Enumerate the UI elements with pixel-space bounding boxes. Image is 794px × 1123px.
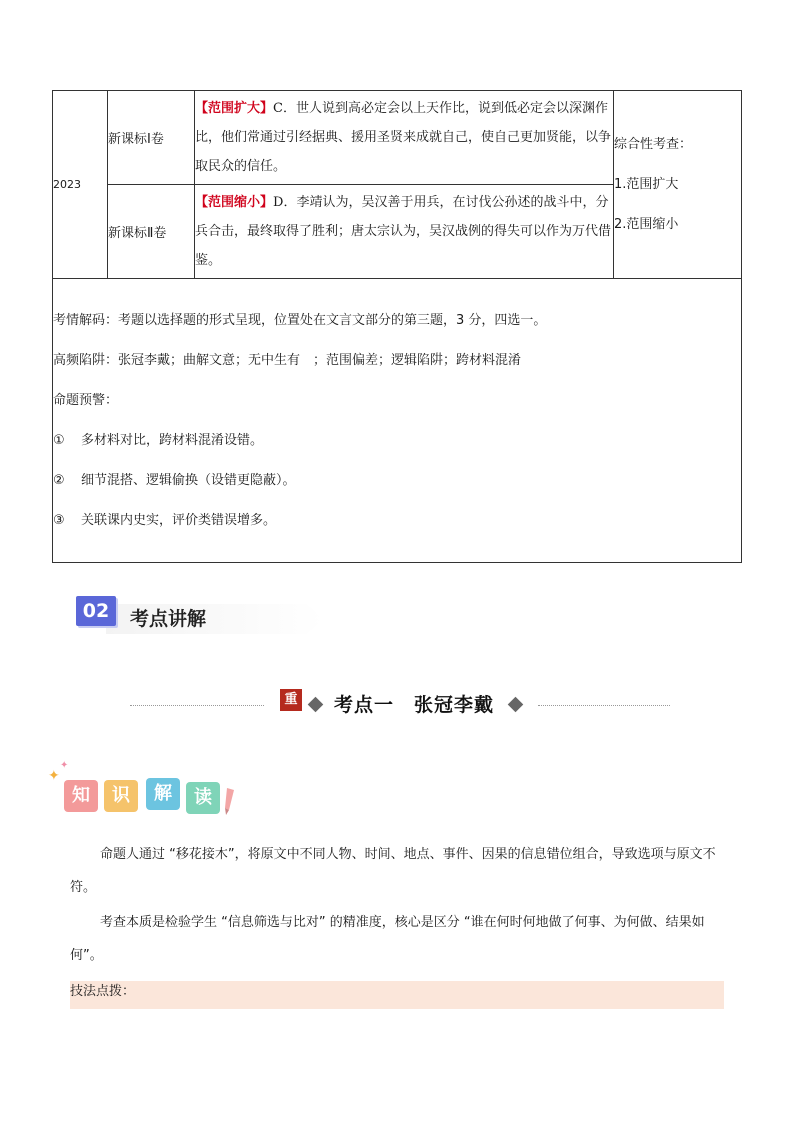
warning-item-3 [53, 501, 741, 541]
side-heading: 综合性考查： [614, 136, 693, 152]
tile-du: 读 [186, 782, 220, 814]
content-cell-2 [195, 185, 614, 279]
paragraph-2: 考查本质是检验学生 “信息筛选与比对” 的精准度，核心是区分 “谁在何时何地做了何事、为何做、结果如何”。 [70, 915, 705, 963]
tile-jie: 解 [146, 778, 180, 810]
warning-item-2 [53, 461, 741, 501]
technique-tip-label: 技法点拨： [70, 984, 136, 999]
option-d-text: D．李靖认为，吴汉善于用兵，在讨伐公孙述的战斗中，分兵合击，最终取得了胜利；唐太宗认为，吴汉战例的得失可以作为万代借鉴。 [195, 195, 612, 268]
key-point-badge: 重 [280, 689, 302, 711]
analysis-warning-label: 命题预警： [53, 392, 119, 408]
warning-num-2: ② [53, 472, 65, 488]
left-dotted-divider [130, 705, 264, 706]
right-dotted-divider [538, 705, 670, 706]
sparkle-icon: ✦ [48, 768, 60, 784]
section-number: 02 [76, 596, 116, 626]
pencil-icon [222, 786, 238, 816]
kaodian-title: 考点一 张冠李戴 [334, 694, 495, 716]
content-cell-1 [195, 91, 614, 185]
paragraph-1: 命题人通过 “移花接木”，将原文中不同人物、时间、地点、事件、因果的信息错位组合，导致选项与原文不符。 [70, 847, 716, 895]
diamond-right-icon [508, 697, 524, 713]
kaodian-heading [130, 684, 670, 724]
paper-cell-2: 新课标Ⅱ卷 [108, 185, 195, 279]
sparkle-small-icon: ✦ [60, 760, 69, 771]
warning-num-3: ③ [53, 512, 65, 528]
analysis-cell [53, 279, 742, 563]
knowledge-interpretation-banner [48, 760, 248, 820]
side-item-1: 1.范围扩大 [614, 176, 679, 192]
year-cell: 2023 [53, 91, 108, 279]
side-cell [614, 91, 742, 279]
analysis-decode: 考情解码：考题以选择题的形式呈现，位置处在文言文部分的第三题，3 分，四选一。 [53, 312, 547, 328]
analysis-traps: 高频陷阱：张冠李戴；曲解文意；无中生有 ；范围偏差；逻辑陷阱；跨材料混淆 [53, 352, 522, 368]
warning-num-1: ① [53, 432, 65, 448]
range-expand-tag: 【范围扩大】 [195, 101, 274, 116]
paper-cell-1: 新课标Ⅰ卷 [108, 91, 195, 185]
warning-item-1 [53, 421, 741, 461]
exam-table [52, 90, 742, 563]
warning-text-2: 细节混搭、逻辑偷换（设错更隐蔽）。 [81, 472, 296, 488]
range-shrink-tag: 【范围缩小】 [195, 195, 274, 210]
section-header [76, 592, 246, 634]
option-c-text: C．世人说到高必定会以上天作比，说到低必定会以深渊作比，他们常通过引经据典、援用圣贤来成就自己，使自己更加贤能，以争取民众的信任。 [195, 101, 612, 174]
technique-tip-bar [70, 981, 724, 1009]
warning-text-3: 关联课内史实，评价类错误增多。 [81, 512, 277, 528]
tile-shi: 识 [104, 780, 138, 812]
section-title: 考点讲解 [130, 608, 207, 630]
warning-text-1: 多材料对比，跨材料混淆设错。 [81, 432, 264, 448]
side-item-2: 2.范围缩小 [614, 216, 679, 232]
diamond-left-icon [308, 697, 324, 713]
tile-zhi: 知 [64, 780, 98, 812]
